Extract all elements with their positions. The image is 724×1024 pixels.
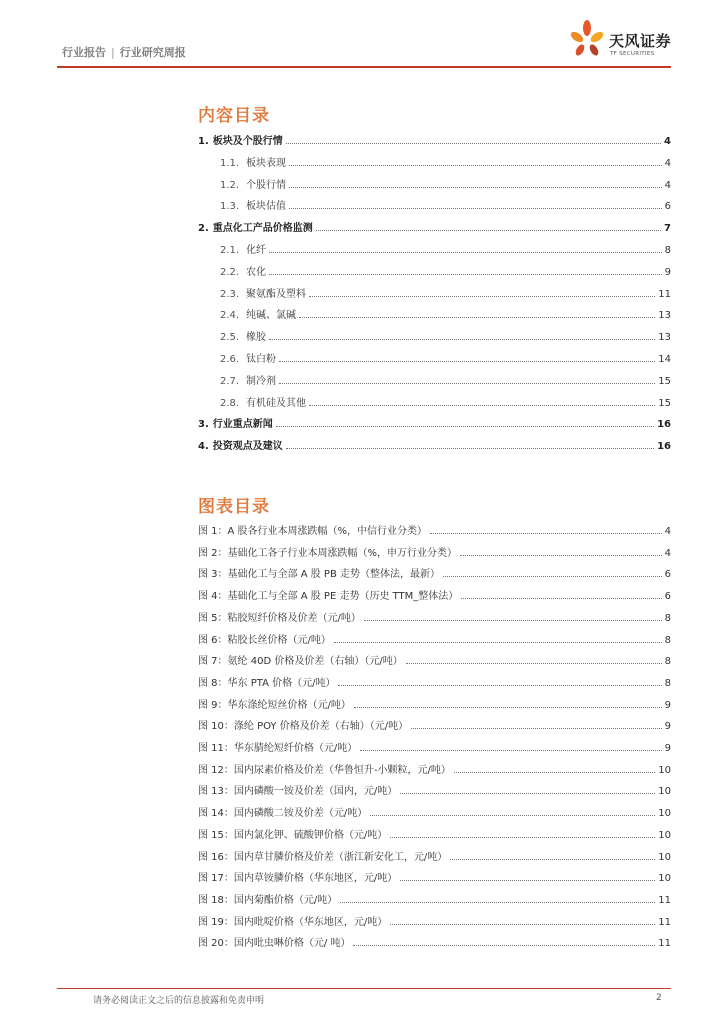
toc-dot-leader	[289, 208, 662, 209]
figure-dot-leader	[370, 815, 655, 816]
toc-subsection-entry[interactable]	[198, 175, 671, 191]
page-header	[0, 0, 724, 75]
toc-dot-leader	[269, 252, 662, 253]
figure-entry-title: 图 14：国内磷酸二铵及价差（元/吨）	[198, 808, 368, 820]
page-number: 2	[656, 993, 662, 1003]
figure-entry-page: 10	[658, 851, 671, 863]
figure-entry-title: 图 20：国内吡虫啉价格（元/ 吨）	[198, 938, 351, 950]
toc-section-entry[interactable]	[198, 131, 671, 147]
toc-entry-number: 2.1.	[220, 245, 240, 256]
figure-dot-leader	[334, 642, 662, 643]
figure-dot-leader	[360, 750, 661, 751]
toc-entry-number: 2.3.	[220, 288, 240, 300]
figure-entry-page: 10	[658, 786, 671, 798]
toc-subsection-entry[interactable]	[198, 327, 671, 343]
figure-entry-title: 图 16：国内草甘膦价格及价差（浙江新安化工，元/吨）	[198, 851, 448, 863]
toc-subsection-entry[interactable]	[198, 305, 671, 321]
figure-dot-leader	[460, 555, 662, 556]
figure-entry-page: 10	[658, 808, 671, 820]
figure-entry-title: 图 7：氨纶 40D 价格及价差（右轴）（元/吨）	[198, 656, 403, 668]
toc-dot-leader	[286, 143, 661, 144]
toc-entry-page: 11	[658, 288, 671, 300]
figure-list-entry[interactable]	[198, 760, 671, 776]
figure-dot-leader	[338, 685, 661, 686]
toc-entry-number: 1.3.	[220, 201, 240, 213]
toc-entry-page: 4	[664, 179, 671, 191]
breadcrumb	[62, 44, 186, 60]
figure-dot-leader	[454, 772, 655, 773]
toc-entry-number: 1.1.	[220, 157, 240, 169]
figure-dot-leader	[354, 707, 662, 708]
toc-entry-page: 6	[664, 201, 671, 213]
figure-entry-page: 4	[664, 526, 671, 537]
toc-entry-title: 聚氨酯及塑料	[246, 288, 306, 300]
figure-dot-leader	[406, 663, 662, 664]
figure-dot-leader	[340, 902, 655, 903]
figure-entry-page: 9	[664, 721, 671, 733]
figure-dot-leader	[390, 837, 655, 838]
toc-entry-page: 15	[658, 375, 671, 387]
figure-dot-leader	[450, 859, 655, 860]
toc-entry-page: 16	[657, 419, 671, 431]
flower-logo-icon	[566, 18, 608, 62]
brand-name-en: TF SECURITIES	[610, 51, 655, 57]
toc-dot-leader	[309, 296, 655, 297]
figure-list-entry[interactable]	[198, 630, 671, 646]
figure-entry-title: 图 8：华东 PTA 价格（元/吨）	[198, 677, 336, 689]
figure-entry-page: 6	[664, 591, 671, 603]
figure-entry-title: 图 15：国内氯化钾、硫酸钾价格（元/吨）	[198, 829, 388, 841]
figure-entry-title: 图 9：华东涤纶短丝价格（元/吨）	[198, 699, 351, 711]
breadcrumb-report-type: 行业报告	[62, 46, 106, 59]
toc-subsection-entry[interactable]	[198, 371, 671, 387]
figure-dot-leader	[353, 945, 655, 946]
toc-section-entry[interactable]	[198, 218, 671, 234]
toc-entry-title: 板块表现	[246, 157, 286, 169]
toc-entry-page: 8	[664, 245, 671, 256]
toc-entry-title: 行业重点新闻	[212, 419, 273, 431]
toc-entry-title: 个股行情	[246, 179, 286, 191]
toc-entry-number: 2.5.	[220, 332, 240, 344]
figure-entry-title: 图 5：粘胶短纤价格及价差（元/吨）	[198, 612, 361, 624]
toc-subsection-entry[interactable]	[198, 393, 671, 409]
toc-entry-page: 13	[658, 332, 671, 344]
toc-subsection-entry[interactable]	[198, 349, 671, 365]
figure-list-entry[interactable]	[198, 543, 671, 559]
toc-dot-leader	[316, 230, 661, 231]
toc-entry-number: 1.	[198, 136, 209, 147]
figure-entry-page: 11	[658, 938, 671, 950]
toc-entry-page: 16	[657, 441, 671, 453]
contents-title: 内容目录	[198, 106, 270, 126]
figure-entry-page: 8	[664, 612, 671, 624]
figure-entry-page: 6	[664, 569, 671, 581]
figure-entry-title: 图 2：基础化工各子行业本周涨跌幅（%，申万行业分类）	[198, 547, 458, 559]
figure-entry-title: 图 3：基础化工与全部 A 股 PB 走势（整体法，最新）	[198, 569, 440, 581]
figure-entry-title: 图 13：国内磷酸一铵及价差（国内，元/吨）	[198, 786, 398, 798]
toc-entry-page: 4	[664, 157, 671, 169]
figure-list-entry[interactable]	[198, 868, 671, 884]
figure-dot-leader	[411, 728, 662, 729]
toc-entry-title: 重点化工产品价格监测	[212, 223, 313, 235]
brand-name-cn: 天风证券	[609, 32, 672, 50]
toc-entry-title: 化纤	[246, 245, 266, 256]
toc-dot-leader	[279, 361, 655, 362]
figure-entry-title: 图 17：国内草铵膦价格（华东地区，元/吨）	[198, 873, 398, 885]
figure-entry-page: 11	[658, 894, 671, 906]
toc-dot-leader	[269, 274, 662, 275]
toc-entry-number: 2.2.	[220, 266, 240, 278]
toc-subsection-entry[interactable]	[198, 262, 671, 278]
figure-entry-page: 10	[658, 829, 671, 841]
toc-dot-leader	[289, 165, 662, 166]
toc-entry-number: 2.4.	[220, 310, 240, 322]
toc-entry-page: 13	[658, 310, 671, 322]
toc-entry-title: 制冷剂	[246, 375, 276, 387]
toc-entry-title: 有机硅及其他	[246, 397, 306, 409]
toc-dot-leader	[269, 339, 655, 340]
figure-entry-page: 8	[664, 677, 671, 689]
footer-divider	[57, 988, 671, 989]
header-divider	[57, 66, 671, 68]
figure-list-entry[interactable]	[198, 825, 671, 841]
breadcrumb-separator: |	[111, 46, 115, 59]
figure-entry-title: 图 12：国内尿素价格及价差（华鲁恒升-小颗粒，元/吨）	[198, 764, 451, 776]
toc-subsection-entry[interactable]	[198, 240, 671, 256]
figure-entry-title: 图 1：A 股各行业本周涨跌幅（%，中信行业分类）	[198, 526, 428, 537]
toc-dot-leader	[299, 317, 655, 318]
toc-entry-number: 1.2.	[220, 179, 240, 191]
toc-section-entry[interactable]	[198, 436, 671, 452]
toc-entry-page: 7	[664, 223, 671, 235]
tf-securities-logo	[566, 18, 676, 66]
figure-list-entry[interactable]	[198, 586, 671, 602]
figure-list-entry[interactable]	[198, 803, 671, 819]
toc-entry-title: 板块及个股行情	[212, 136, 283, 147]
toc-entry-number: 4.	[198, 441, 209, 453]
figure-list-entry[interactable]	[198, 673, 671, 689]
toc-entry-page: 4	[664, 136, 671, 147]
figure-entry-title: 图 19：国内吡啶价格（华东地区，元/吨）	[198, 916, 388, 928]
figure-list-entry[interactable]	[198, 521, 671, 537]
figure-entry-page: 9	[664, 743, 671, 754]
toc-dot-leader	[309, 405, 655, 406]
toc-entry-page: 14	[658, 354, 671, 365]
toc-entry-title: 橡胶	[246, 332, 266, 344]
toc-entry-title: 纯碱、氯碱	[246, 310, 296, 322]
toc-entry-number: 3.	[198, 419, 209, 431]
toc-entry-title: 钛白粉	[246, 354, 276, 365]
figure-dot-leader	[390, 924, 655, 925]
figure-entry-page: 9	[664, 699, 671, 711]
toc-entry-title: 投资观点及建议	[212, 441, 283, 453]
footer-disclaimer: 请务必阅读正文之后的信息披露和免责申明	[93, 996, 265, 1006]
toc-subsection-entry[interactable]	[198, 196, 671, 212]
figure-entry-title: 图 18：国内菊酯价格（元/吨）	[198, 894, 338, 906]
toc-entry-title: 板块估值	[246, 201, 286, 213]
toc-entry-number: 2.8.	[220, 397, 240, 409]
toc-dot-leader	[276, 426, 654, 427]
figure-list-entry[interactable]	[198, 781, 671, 797]
figure-entry-title: 图 11：华东腈纶短纤价格（元/吨）	[198, 743, 358, 754]
toc-dot-leader	[279, 383, 655, 384]
figure-dot-leader	[400, 880, 655, 881]
toc-entry-number: 2.6.	[220, 354, 240, 365]
figures-title: 图表目录	[198, 497, 270, 517]
figure-list-entry[interactable]	[198, 564, 671, 580]
figure-entry-page: 4	[664, 547, 671, 559]
figure-list-entry[interactable]	[198, 847, 671, 863]
toc-dot-leader	[286, 448, 654, 449]
figure-dot-leader	[443, 576, 662, 577]
figure-list-entry[interactable]	[198, 933, 671, 949]
figure-entry-page: 11	[658, 916, 671, 928]
figure-dot-leader	[461, 598, 661, 599]
figure-entry-page: 10	[658, 873, 671, 885]
breadcrumb-report-category: 行业研究周报	[119, 46, 186, 59]
figure-dot-leader	[430, 533, 662, 534]
figure-entry-page: 8	[664, 656, 671, 668]
toc-entry-title: 农化	[246, 266, 266, 278]
figure-entry-title: 图 4：基础化工与全部 A 股 PE 走势（历史 TTM_整体法）	[198, 591, 459, 603]
toc-entry-number: 2.	[198, 223, 209, 235]
toc-entry-page: 15	[658, 397, 671, 409]
figure-list-entry[interactable]	[198, 651, 671, 667]
toc-dot-leader	[289, 187, 662, 188]
toc-subsection-entry[interactable]	[198, 153, 671, 169]
figure-list-entry[interactable]	[198, 890, 671, 906]
figure-entry-page: 8	[664, 634, 671, 646]
figure-entry-title: 图 6：粘胶长丝价格（元/吨）	[198, 634, 331, 646]
figure-list-entry[interactable]	[198, 912, 671, 928]
figure-list-entry[interactable]	[198, 738, 671, 754]
toc-subsection-entry[interactable]	[198, 284, 671, 300]
figure-list-entry[interactable]	[198, 608, 671, 624]
figure-dot-leader	[364, 620, 662, 621]
toc-entry-number: 2.7.	[220, 375, 240, 387]
toc-section-entry[interactable]	[198, 414, 671, 430]
figure-entry-title: 图 10：涤纶 POY 价格及价差（右轴）（元/吨）	[198, 721, 409, 733]
figure-entry-page: 10	[658, 764, 671, 776]
toc-entry-page: 9	[664, 266, 671, 278]
figure-list-entry[interactable]	[198, 695, 671, 711]
figure-dot-leader	[400, 793, 655, 794]
figure-list-entry[interactable]	[198, 716, 671, 732]
